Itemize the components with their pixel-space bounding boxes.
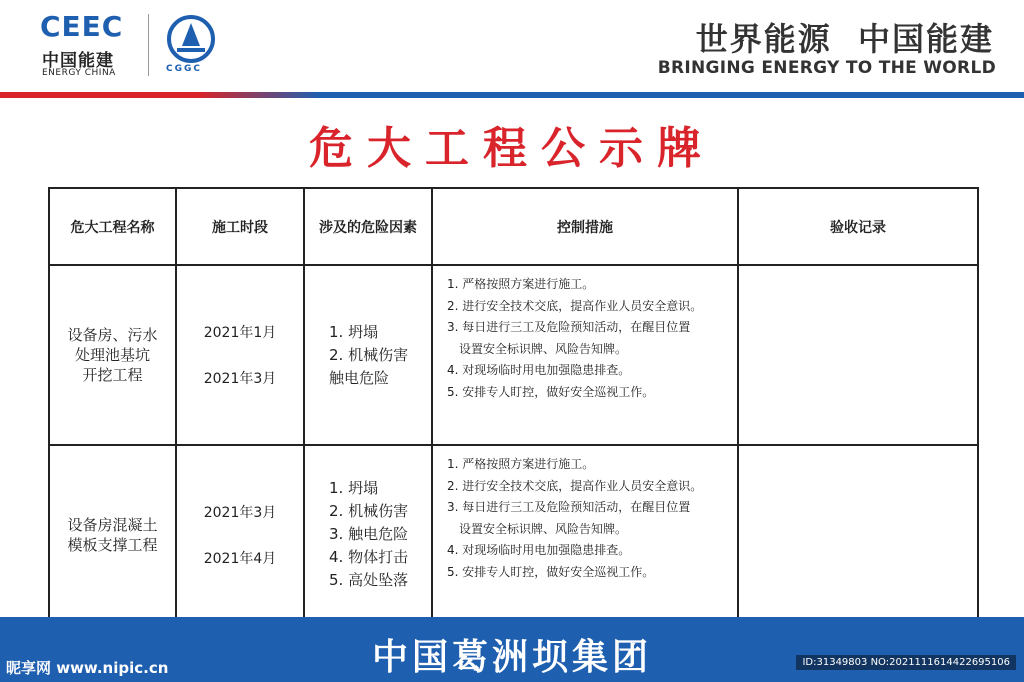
hazard-item: 2. 机械伤害 (329, 502, 409, 520)
control-item: 2. 进行安全技术交底，提高作业人员安全意识。 (447, 478, 703, 493)
hazard-item: 4. 物体打击 (329, 548, 409, 566)
control-item: 1. 严格按照方案进行施工。 (447, 457, 595, 471)
slogan-cn: 世界能源 中国能建 (695, 20, 994, 58)
header-period: 施工时段 (176, 188, 304, 265)
header (0, 0, 1024, 92)
control-item: 2. 进行安全技术交底，提高作业人员安全意识。 (447, 298, 703, 313)
footer-company: 中国葛洲坝集团 (371, 637, 652, 678)
ceec-logo (40, 12, 132, 78)
cggc-logo-text: CGGC (166, 64, 202, 74)
project-name-line: 模板支撑工程 (67, 535, 158, 554)
ceec-logo-cn: 中国能建 (42, 51, 114, 71)
period-cell (176, 265, 304, 445)
period-end: 2021年4月 (203, 550, 277, 567)
controls-cell (432, 445, 738, 624)
project-name-line: 处理池基坑 (74, 346, 150, 364)
cggc-logo (160, 14, 224, 78)
hazard-item: 3. 触电危险 (329, 525, 409, 543)
control-item: 4. 对现场临时用电加强隐患排查。 (447, 363, 631, 377)
header-controls: 控制措施 (432, 188, 738, 265)
control-item: 5. 安排专人盯控，做好安全巡视工作。 (447, 384, 655, 399)
project-name-cell (49, 265, 176, 445)
hazard-item: 1. 坍塌 (329, 479, 379, 497)
header-acceptance: 验收记录 (738, 188, 978, 265)
hazards-cell (304, 265, 432, 445)
table-row (49, 265, 978, 445)
project-name-line: 设备房、污水 (67, 326, 158, 344)
hazards-cell (304, 445, 432, 624)
watermark-right: ID:31349803 NO:20211116144226951​06 (796, 655, 1016, 670)
header-stripe-blue (320, 92, 1024, 98)
period-start: 2021年3月 (203, 504, 277, 521)
period-cell (176, 445, 304, 624)
ceec-logo-en: ENERGY CHINA (42, 68, 116, 78)
control-item: 3. 每日进行三工及危险预知活动，在醒目位置 (447, 500, 691, 514)
header-hazards: 涉及的危险因素 (304, 188, 432, 265)
hazard-item: 5. 高处坠落 (329, 571, 409, 589)
project-name-line: 设备房混凝土 (67, 515, 158, 534)
header-stripe-red (0, 92, 200, 98)
project-name-cell (49, 445, 176, 624)
header-name: 危大工程名称 (49, 188, 176, 265)
period-start: 2021年1月 (203, 325, 277, 341)
table-header-row (49, 188, 978, 265)
controls-cell (432, 265, 738, 445)
hazard-item: 1. 坍塌 (329, 322, 379, 341)
control-item: 设置安全标识牌、风险告知牌。 (459, 341, 628, 356)
acceptance-cell (738, 445, 978, 624)
notice-table (48, 187, 979, 625)
period-end: 2021年3月 (203, 371, 277, 387)
logo-divider (148, 14, 149, 76)
acceptance-cell (738, 265, 978, 445)
project-name-line: 开挖工程 (82, 366, 143, 384)
slogan-en: BRINGING ENERGY TO THE WORLD (657, 58, 996, 78)
watermark-left: 昵享网 www.nipic.cn (6, 659, 169, 677)
hazard-item: 2. 机械伤害 (329, 345, 409, 364)
control-item: 1. 严格按照方案进行施工。 (447, 277, 595, 291)
header-stripe-fade (200, 92, 320, 98)
control-item: 4. 对现场临时用电加强隐患排查。 (447, 543, 631, 557)
control-item: 设置安全标识牌、风险告知牌。 (459, 521, 628, 536)
hazard-item: 触电危险 (329, 368, 390, 387)
ceec-logo-mark: CEEC (40, 10, 124, 43)
control-item: 5. 安排专人盯控，做好安全巡视工作。 (447, 564, 655, 579)
table-row (49, 445, 978, 624)
control-item: 3. 每日进行三工及危险预知活动，在醒目位置 (447, 320, 691, 334)
page-title: 危大工程公示牌 (309, 123, 715, 174)
cggc-logo-icon (166, 14, 216, 64)
